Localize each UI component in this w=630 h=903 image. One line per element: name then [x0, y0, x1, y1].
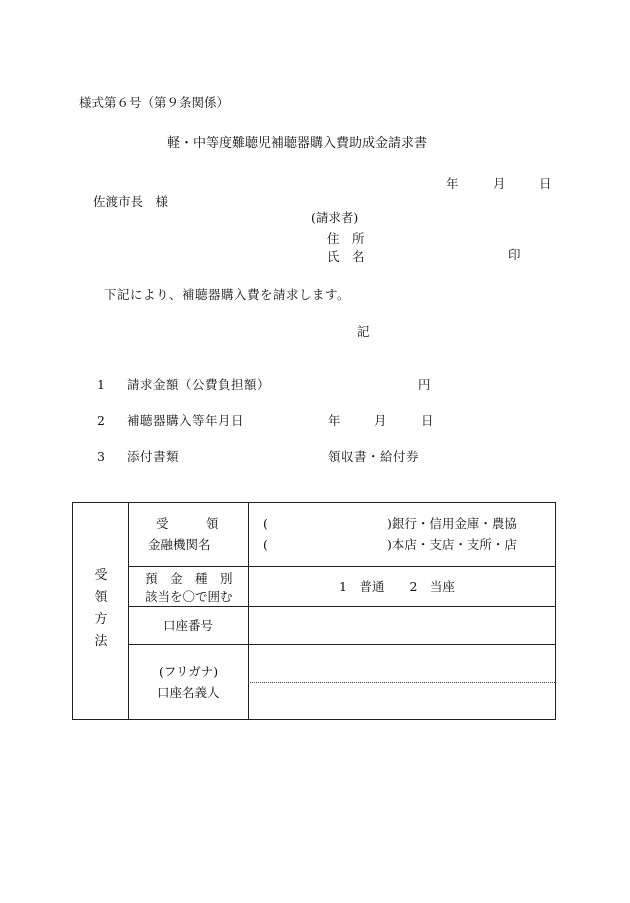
item-1-label: 請求金額（公費負担額） [127, 377, 271, 392]
table-divider [248, 503, 249, 719]
item-3-label: 添付書類 [127, 449, 180, 464]
item-2-day: 日 [421, 413, 434, 428]
deposit-type-options[interactable]: 1 普通 2 当座 [339, 579, 455, 594]
payment-method-table [72, 502, 556, 720]
item-2-number: 2 [97, 413, 105, 428]
item-1-number: 1 [97, 377, 105, 392]
item-3-value: 領収書・給付券 [328, 449, 420, 464]
request-statement: 下記により、補聴器購入費を請求します。 [104, 287, 351, 302]
branch-name-open-paren[interactable]: ( [263, 537, 268, 552]
item-2-label: 補聴器購入等年月日 [127, 413, 245, 428]
side-label-char: 領 [94, 590, 108, 605]
deposit-type-label-line2: 該当を〇で囲む [145, 589, 233, 604]
document-title: 軽・中等度難聴児補聴器購入費助成金請求書 [167, 136, 428, 151]
side-label-char: 受 [94, 568, 108, 583]
ki-heading: 記 [357, 324, 370, 339]
account-holder-furigana-label: (フリガナ) [159, 664, 219, 679]
date-year-label: 年 [446, 176, 459, 191]
side-label-char: 法 [94, 634, 108, 649]
form-number: 様式第６号（第９条関係） [79, 95, 230, 110]
address-label: 住 所 [327, 231, 365, 246]
bank-name-open-paren[interactable]: ( [263, 516, 268, 531]
item-1-unit: 円 [418, 377, 431, 392]
item-3-number: 3 [97, 449, 105, 464]
side-label-char: 方 [94, 612, 108, 627]
holder-name-separator [248, 682, 555, 683]
table-divider [128, 566, 555, 567]
item-2-month: 月 [374, 413, 387, 428]
branch-type-options[interactable]: )本店・支店・支所・店 [387, 537, 517, 552]
deposit-type-label-line1: 預 金 種 別 [145, 571, 233, 586]
name-label: 氏 名 [327, 249, 365, 264]
table-divider [128, 644, 555, 645]
item-2-year: 年 [328, 413, 341, 428]
requester-heading: (請求者) [311, 210, 359, 225]
account-number-label: 口座番号 [163, 618, 214, 633]
bank-label-line2: 金融機関名 [148, 537, 211, 552]
seal-mark: 印 [508, 247, 521, 262]
recipient: 佐渡市長 様 [93, 194, 169, 209]
account-holder-label: 口座名義人 [157, 685, 220, 700]
bank-type-options[interactable]: )銀行・信用金庫・農協 [387, 516, 517, 531]
bank-label-line1: 受 領 [156, 516, 219, 531]
receipt-method-label [73, 569, 129, 648]
date-month-label: 月 [493, 176, 506, 191]
date-day-label: 日 [539, 176, 552, 191]
table-divider [128, 606, 555, 607]
